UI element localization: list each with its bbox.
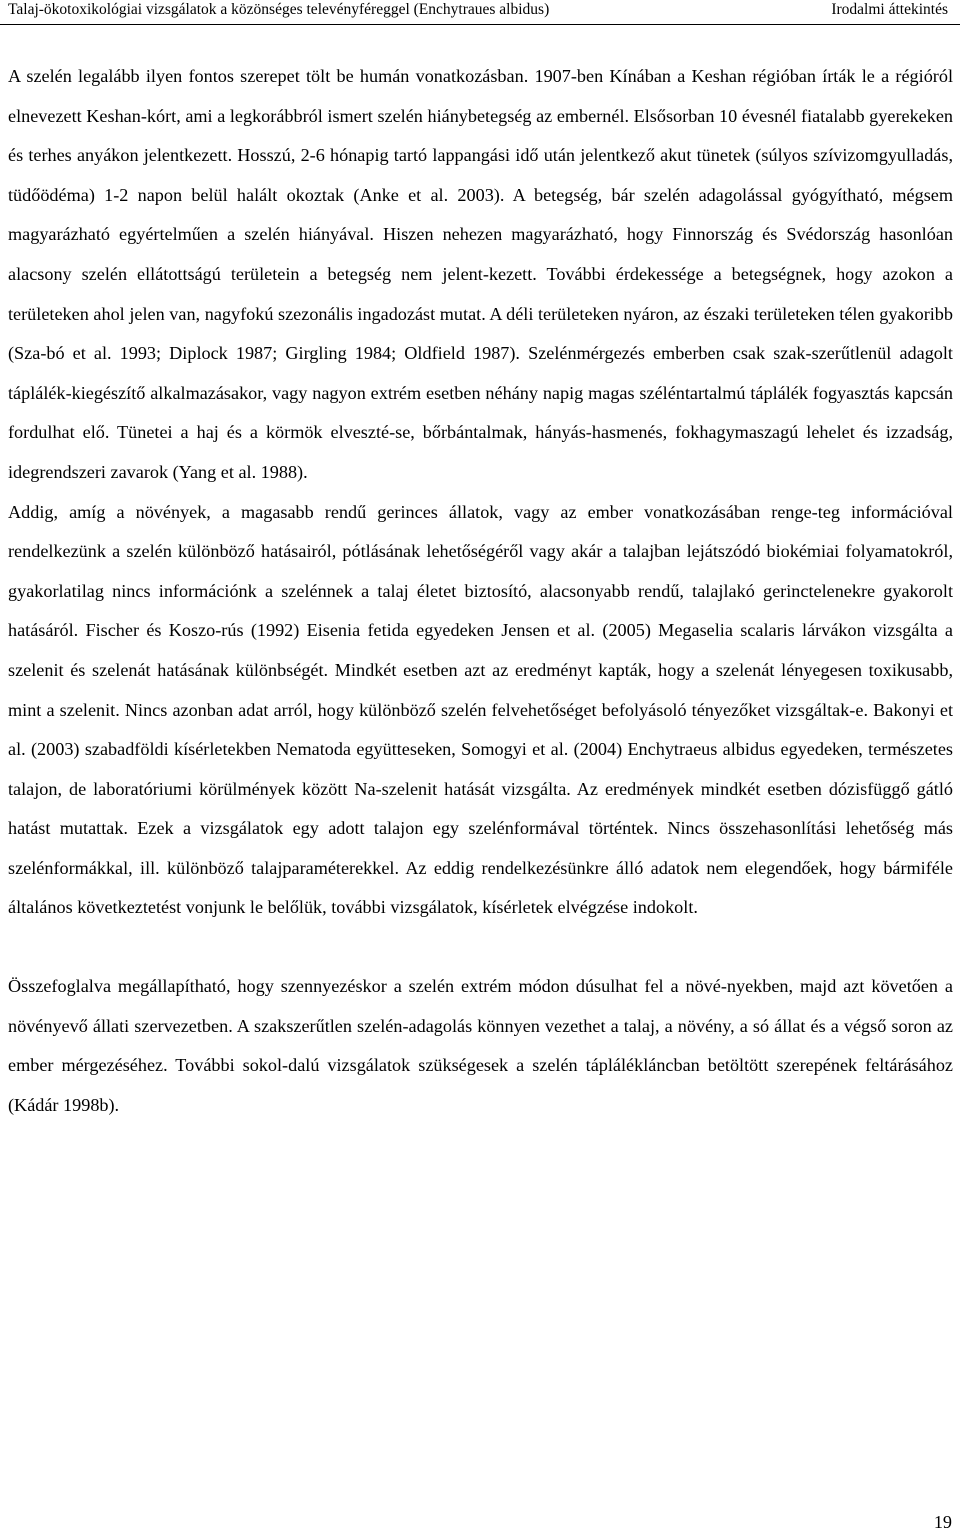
article-body <box>8 57 953 1125</box>
page-number: 19 <box>933 1512 952 1532</box>
running-header <box>0 0 960 30</box>
paragraph-1: A szelén legalább ilyen fontos szerepet tölt be humán vonatkozásban. 1907-ben Kínában a Keshan régióban írták le a régióról elnevezett Keshan-kórt, ami a legkorábbról ismert szelén hiánybetegség az embernél. Elsősorban 10 évesnél fiatalabb gyerekeken és terhes anyákon jelentkezett. Hosszú, 2-6 hónapig tartó lappangási idő után jelentkező akut tünetek (súlyos szívizomgyulladás, tüdőödéma) 1-2 napon belül halált okoztak (Anke et al. 2003). A betegség, bár szelén adagolással gyógyítható, mégsem magyarázható egyértelműen a szelén hiányával. Hiszen nehezen magyarázható, hogy Finnország és Svédország hasonlóan alacsony szelén ellátottságú területein a betegség nem jelent-kezett. További érdekessége a betegségnek, hogy azokon a területeken ahol jelen van, nagyfokú szezonális ingadozást mutat. A déli területeken nyáron, az északi területeken télen gyakoribb (Sza-bó et al. 1993; Diplock 1987; Girgling 1984; Oldfield 1987). Szelénmérgezés emberben csak szak-szerűtlenül adagolt táplálék-kiegészítő alkalmazásakor, vagy nagyon extrém esetben néhány napig magas széléntartalmú táplálék fogyasztás kapcsán fordulhat elő. Tünetei a haj és a körmök elveszté-se, bőrbántalmak, hányás-hasmenés, fokhagymaszagú lehelet és izzadság, idegrendszeri zavarok (Yang et al. 1988). <box>8 66 953 482</box>
header-divider <box>0 24 960 25</box>
paragraph-3: Összefoglalva megállapítható, hogy szennyezéskor a szelén extrém módon dúsulhat fel a növé-nyekben, majd azt követően a növényevő állati szervezetben. A szakszerűtlen szelén-adagolás könnyen vezethet a talaj, a növény, a só állat és a végső soron az ember mérgezéséhez. További sokol-dalú vizsgálatok szükségesek a szelén táplálékláncban betöltött szerepének feltárásához (Kádár 1998b). <box>8 976 953 1115</box>
header-section: Irodalmi áttekintés <box>831 1 948 18</box>
header-title: Talaj-ökotoxikológiai vizsgálatok a közönséges televényféreggel (Enchytraues albidus) <box>8 1 550 18</box>
paragraph-2: Addig, amíg a növények, a magasabb rendű gerinces állatok, vagy az ember vonatkozásában renge-teg információval rendelkezünk a szelén különböző hatásairól, pótlásának lehetőségéről vagy akár a talajban lejátszódó biokémiai folyamatokról, gyakorlatilag nincs információnk a szelénnek a talaj életet biztosító, alacsonyabb rendű, talajlakó gerinctelenekre gyakorolt hatásáról. Fischer és Koszo-rús (1992) Eisenia fetida egyedeken Jensen et al. (2005) Megaselia scalaris lárvákon vizsgálta a szelenit és szelenát hatásának különbségét. Mindkét esetben azt az eredményt kapták, hogy a szelenát lényegesen toxikusabb, mint a szelenit. Nincs azonban adat arról, hogy különböző szelén felvehetőséget befolyásoló tényezőket vizsgáltak-e. Bakonyi et al. (2003) szabadföldi kísérletekben Nematoda együtteseken, Somogyi et al. (2004) Enchytraeus albidus egyedeken, természetes talajon, de laboratóriumi körülmények között Na-szelenit hatását vizsgálta. Az eredmények mindkét esetben dózisfüggő gátló hatást mutattak. Ezek a vizsgálatok egy adott talajon egy szelénformával történtek. Nincs összehasonlítási lehetőség más szelénformákkal, ill. különböző talajparaméterekkel. Az eddig rendelkezésünkre álló adatok nem elegendőek, hogy bármiféle általános következtetést vonjunk le belőlük, további vizsgálatok, kísérletek elvégzése indokolt. <box>8 501 953 918</box>
